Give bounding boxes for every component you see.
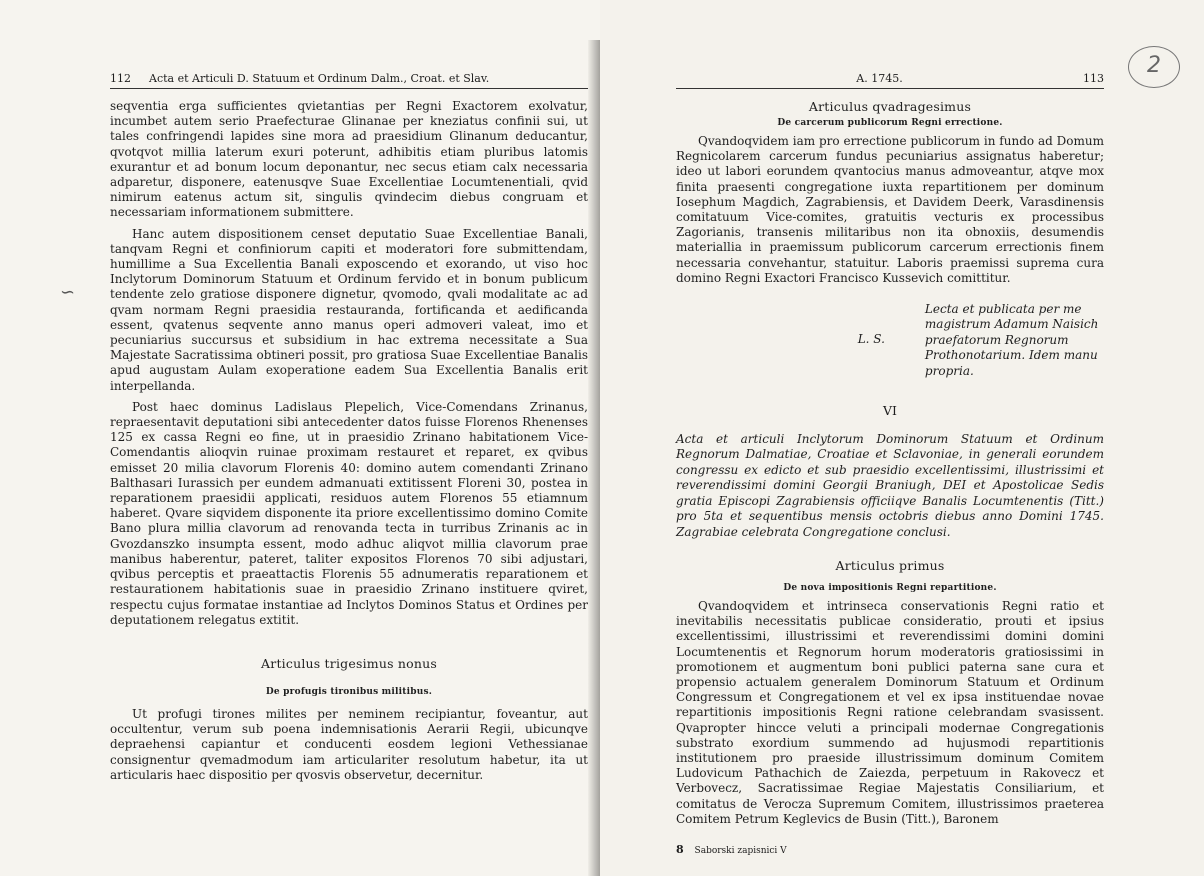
pencil-page-note: 2	[1128, 46, 1180, 88]
year-head: A. 1745.	[856, 72, 903, 85]
signature-block	[676, 302, 1104, 379]
seal-mark: L. S.	[857, 332, 885, 347]
margin-squiggle-mark: ∽	[60, 282, 76, 303]
page-footer	[676, 843, 1104, 856]
article-text: Ut profugi tirones milites per neminem recipiantur, foveantur, aut occultentur, verum sub poena indemnisationis Aerarii Regii, ubicunqve depraehensi capiantur et conducenti eosdem legioni Vethessianae consignentur qvemadmodum iam articulariter resolutum habetur, ita ut articularis haec dispositio per qvosvis observetur, decernitur.	[110, 706, 588, 782]
paragraph: Post haec dominus Ladislaus Plepelich, Vice-Comendans Zrinanus, repraesentavit deputationi sibi antecedenter datos fuisse Florenos Rhenenses 125 ex cassa Regni eo fine, ut in praesidio Zrinano habitationem Vice-Comendantis alioqvin ruinae proximam restauret et reparet, ex qvibus emisset 20 milia clavorum Florenis 40: domino autem comendanti Zrinano Balthasari Iurassich per eundem admanuati extitissent Floreni 30, postea in reparationem praesidii applicati, residuos autem Florenos 55 etiamnum haberet. Qvare siqvidem disponente ita priore excellentissimo domino Comite Bano plura millia clavorum ad renovanda tecta in turribus Zrinanis ac in Gvozdanszko insumpta essent, modo adhuc aliqvot millia clavorum prae manibus haberentur, pateret, taliter expositos Florenos 70 sibi adjustari, qvibus perceptis et praeattactis Florenis 55 adnumeratis reparationem et restaurationem habitationis suae in praesidio Zrinano instituere qviret, respectu cujus formatae instantiae ad Inclytos Dominos Status et Ordines per deputationem relegatus extitit.	[110, 399, 588, 627]
footer-text: Saborski zapisnici V	[694, 845, 787, 856]
section-number: VI	[883, 403, 897, 419]
left-page-header	[110, 72, 588, 89]
right-page	[600, 0, 1204, 876]
article-subtitle: De nova impositionis Regni repartitione.	[783, 582, 997, 593]
article-title: Articulus qvadragesimus	[808, 99, 972, 114]
paragraph: seqventia erga sufficientes qvietantias per Regni Exactorem exolvatur, incumbet autem serio Praefecturae Glinanae per kneziatus confinii sui, ut tales confringendi lapides sine mora ad praesidium Glinanum deducantur, qvotqvot millia laterum exuri poterunt, adhibitis etiam pluribus latomis exurantur et ad bonum locum deponantur, nec secus etiam calx necessaria adparetur, disponere, eatenusqve Suae Excellentiae Locumtenentiali, qvid nimirum eatenus actum sit, singulis qvindecim diebus congruam et necessariam informationem submittere.	[110, 99, 588, 220]
attestation: Lecta et publicata per me magistrum Adamum Naisich praefatorum Regnorum Prothonotarium. Idem manu propria.	[924, 302, 1099, 378]
right-page-header	[676, 72, 1104, 89]
left-page	[0, 0, 600, 876]
page-number: 112	[110, 72, 131, 85]
paragraph: Hanc autem dispositionem censet deputatio Suae Excellentiae Banali, tanqvam Regni et confiniorum capiti et moderatori fore submittendam, humillime a Sua Excellentia Banali exposcendo et exorando, ut viso hoc Inclytorum Dominorum Statuum et Ordinum fervido et in bonum publicum tendente zelo gratiose disponere dignetur, qvomodo, qvali modalitate ac ad qvam normam Regni praesidia restauranda, fortificanda et aedificanda essent, qvatenus seqvente anno manus operi admoveri valeat, imo et pecuniarius succursus et subsidium in hac extrema necessitate a Sua Majestate Sacratissima obtineri possit, pro gratiosa Suae Excellentiae Banalis apud augustam Aulam exoperatione eadem Sua Excellentia Banalis erit interpellanda.	[110, 226, 588, 393]
article-title: Articulus primus	[835, 557, 945, 573]
article-text: Qvandoqvidem iam pro errectione publicorum in fundo ad Domum Regnicolarem carcerum fundus pecuniarius assignatus haberetur; ideo ut labori eorundem qvantocius manus admoveantur, atqve mox finita praesenti congregatione iuxta repartitionem per dominum Iosephum Magdich, Zagrabiensis, et Davidem Deerk, Varasdinensis comitatuum Vice-comites, gratuitis vecturis ex processibus Zagorianis, transenis militaribus non ita obnoxiis, desumendis materiallia in praemissum publicorum carcerum errectionis finem necessaria convehantur, statuitur. Laboris praemissi suprema cura domino Regni Exactori Francisco Kussevich comittitur.	[676, 134, 1104, 285]
article-title: Articulus trigesimus nonus	[261, 655, 437, 671]
signature-number: 8	[676, 842, 684, 856]
acta-heading: Acta et articuli Inclytorum Dominorum Statuum et Ordinum Regnorum Dalmatiae, Croatiae et Sclavoniae, in generali eorundem congressu ex edicto et sub praesidio excellentissimi, illustrissimi et reverendissimi domini Georgii Braniugh, DEI et Apostolicae Sedis gratia Episcopi Zagrabiensis officiiqve Banalis Locumtenentis (Titt.) pro 5ta et sequentibus mensis octobris diebus anno Domini 1745. Zagrabiae celebrata Congregatione conclusi.	[676, 432, 1104, 539]
page-number: 113	[1083, 72, 1104, 85]
running-head: Acta et Articuli D. Statuum et Ordinum Dalm., Croat. et Slav.	[149, 72, 490, 85]
article-subtitle: De profugis tironibus militibus.	[265, 686, 433, 697]
article-text: Qvandoqvidem et intrinseca conservationis Regni ratio et inevitabilis necessitatis publicae consideratio, prouti et ipsius excellentissimi, illustrissimi et reverendissimi domini domini Locumtenentis et Regnorum horum moderatoris gratiosissimi in promotionem et augmentum boni publici paterna sane cura et propensio actualem generalem Dominorum Statuum et Ordinum Congressum et Congregationem et vel ex ipsa instituendae novae repartitionis impositionis Regni ratione celebrandam svasissent. Qvapropter hincce veluti a principali modernae Congregationis substrato exordium summendo ad hujusmodi repartitionis institutionem pro praeside illustrissimum dominum Comitem Ludovicum Pathachich de Zaiezda, perpetuum in Rakovecz et Verbovecz, Sacratissimae Regiae Majestatis Consiliarium, et comitatus de Verocza Supremum Comitem, illustrissimos praeterea Comitem Petrum Keglevics de Busin (Titt.), Baronem	[676, 598, 1104, 826]
article-subtitle: De carcerum publicorum Regni errectione.	[777, 118, 1003, 128]
